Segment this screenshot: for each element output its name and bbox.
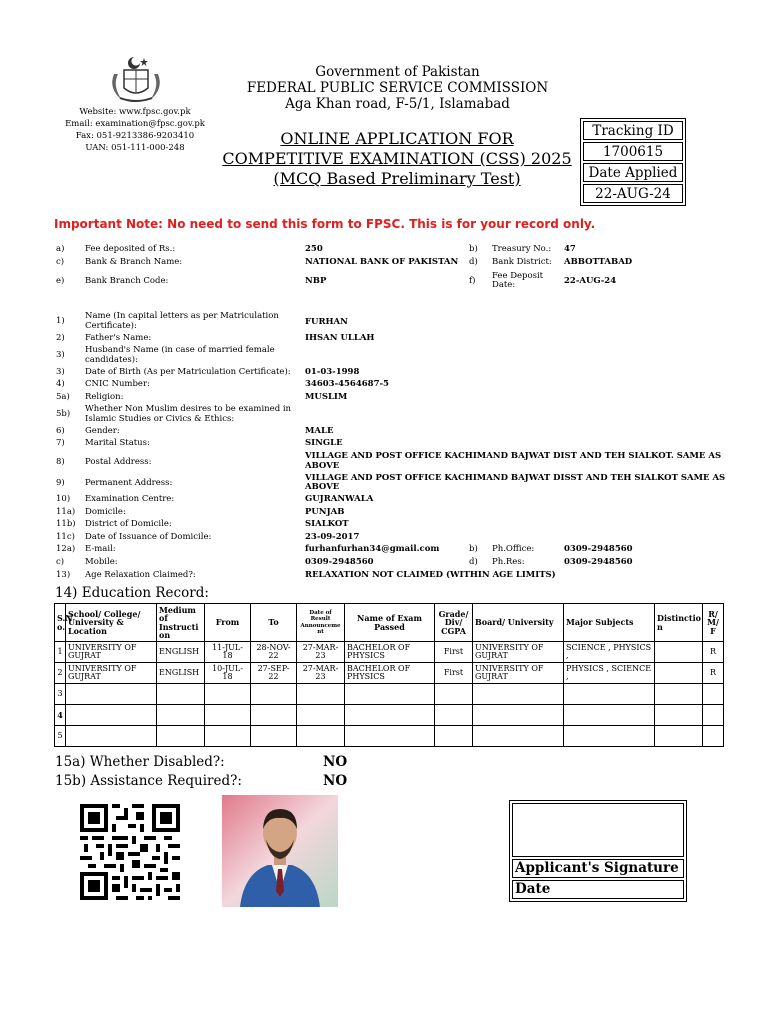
col-rmf: R/ M/ F	[703, 604, 724, 642]
p4-label: CNIC Number:	[85, 379, 150, 389]
fee-c-label: Bank & Branch Name:	[85, 257, 183, 267]
p2-no: 2)	[56, 333, 65, 343]
p10-value: GUJRANWALA	[305, 494, 374, 504]
cell-grade	[435, 705, 473, 726]
cell-subjects	[564, 726, 655, 747]
p7-label: Marital Status:	[85, 438, 150, 448]
fee-c-value: NATIONAL BANK OF PAKISTAN	[305, 257, 459, 267]
title-line-1: ONLINE APPLICATION FOR	[280, 129, 514, 148]
signature-box	[509, 800, 687, 902]
p13-value: RELAXATION NOT CLAIMED (WITHIN AGE LIMITS)	[305, 570, 556, 580]
cell-board: UNIVERSITY OF GUJRAT	[473, 663, 564, 684]
fee-a-value: 250	[305, 244, 323, 254]
p10-no: 10)	[56, 494, 71, 504]
table-row	[55, 705, 724, 726]
p3b-no: 3)	[56, 367, 65, 377]
fee-a-no: a)	[56, 244, 65, 254]
p11a-value: PUNJAB	[305, 507, 345, 517]
disabled-question: 15a) Whether Disabled?:	[55, 754, 225, 770]
cell-rmf	[703, 684, 724, 705]
cell-medium	[157, 684, 205, 705]
signature-area	[512, 803, 684, 857]
p8-value-a: VILLAGE AND POST OFFICE KACHIMAND BAJWAT DIST AND TEH SIALKOT. SAME AS	[305, 451, 722, 461]
cell-distinction	[655, 642, 703, 663]
fee-f-no: f)	[469, 276, 476, 286]
p1-label-a: Name (In capital letters as per Matriculation	[85, 311, 279, 321]
p1-value: FURHAN	[305, 317, 348, 327]
cell-to	[251, 726, 297, 747]
cell-subjects	[564, 705, 655, 726]
p3-label-b: candidates):	[85, 355, 138, 365]
table-row	[55, 726, 724, 747]
cell-from: 10-JUL-18	[205, 663, 251, 684]
p5b-label-1: Whether Non Muslim desires to be examined in	[85, 404, 292, 414]
cell-grade	[435, 726, 473, 747]
cell-subjects: SCIENCE , PHYSICS ,	[564, 642, 655, 663]
cell-medium	[157, 726, 205, 747]
signature-label: Applicant's Signature	[512, 859, 684, 878]
p6-label: Gender:	[85, 426, 120, 436]
qr-code-icon	[80, 804, 180, 900]
cell-distinction	[655, 684, 703, 705]
cell-result-date	[297, 726, 345, 747]
p12b-value: 0309-2948560	[564, 544, 633, 554]
p12c-no: c)	[56, 557, 65, 567]
col-school: School/ College/ University & Location	[66, 604, 157, 642]
fee-f-value: 22-AUG-24	[564, 276, 617, 286]
col-grade: Grade/ Div/ CGPA	[435, 604, 473, 642]
cell-from: 11-JUL-18	[205, 642, 251, 663]
education-title: 14) Education Record:	[55, 585, 209, 601]
fee-d-label: Bank District:	[492, 257, 552, 267]
fee-e-label: Bank Branch Code:	[85, 276, 169, 286]
fax-text: Fax: 051-9213386-9203410	[75, 131, 195, 141]
cell-sno: 3	[55, 684, 66, 705]
cell-sno: 1	[55, 642, 66, 663]
cell-medium	[157, 705, 205, 726]
p6-no: 6)	[56, 426, 65, 436]
p1-label-b: Certificate):	[85, 321, 137, 331]
gov-line-1: Government of Pakistan	[315, 64, 480, 80]
p11a-no: 11a)	[56, 507, 76, 517]
p12c-label: Mobile:	[85, 557, 118, 567]
col-exam: Name of Exam Passed	[345, 604, 435, 642]
education-table	[54, 603, 724, 747]
cell-exam	[345, 684, 435, 705]
cell-distinction	[655, 705, 703, 726]
p5a-label: Religion:	[85, 392, 124, 402]
col-subjects: Major Subjects	[564, 604, 655, 642]
col-medium: Medium of Instructi on	[157, 604, 205, 642]
applicant-photo	[222, 795, 338, 907]
cell-exam	[345, 705, 435, 726]
fee-c-no: c)	[56, 257, 65, 267]
cell-grade	[435, 684, 473, 705]
p11a-label: Domicile:	[85, 507, 126, 517]
cell-rmf: R	[703, 663, 724, 684]
p12d-label: Ph.Res:	[492, 557, 525, 567]
uan-text: UAN: 051-111-000-248	[85, 143, 185, 153]
fee-f-label-2: Date:	[492, 280, 516, 290]
cell-from	[205, 684, 251, 705]
cell-board: UNIVERSITY OF GUJRAT	[473, 642, 564, 663]
p3-no: 3)	[56, 350, 65, 360]
email-text: Email: examination@fpsc.gov.pk	[65, 119, 205, 129]
cell-rmf	[703, 726, 724, 747]
p12a-no: 12a)	[56, 544, 76, 554]
p2-value: IHSAN ULLAH	[305, 333, 375, 343]
p4-no: 4)	[56, 379, 65, 389]
cell-medium: ENGLISH	[157, 663, 205, 684]
col-sno: S.N o.	[55, 604, 66, 642]
p7-value: SINGLE	[305, 438, 343, 448]
fee-d-value: ABBOTTABAD	[564, 257, 633, 267]
cell-rmf	[703, 705, 724, 726]
cell-to	[251, 684, 297, 705]
cell-school	[66, 705, 157, 726]
website-text: Website: www.fpsc.gov.pk	[79, 107, 191, 117]
p3-label-a: Husband's Name (in case of married female	[85, 345, 275, 355]
government-emblem-icon	[104, 54, 168, 104]
col-distinction: Distinctio n	[655, 604, 703, 642]
cell-subjects: PHYSICS , SCIENCE ,	[564, 663, 655, 684]
form-title	[212, 129, 582, 189]
table-row	[55, 663, 724, 684]
cell-school	[66, 684, 157, 705]
p12d-no: d)	[469, 557, 478, 567]
education-header-row	[55, 604, 724, 642]
cell-distinction	[655, 726, 703, 747]
p9-value-a: VILLAGE AND POST OFFICE KACHIMAND BAJWAT DISST AND TEH SIALKOT SAME AS	[305, 473, 726, 483]
p9-no: 9)	[56, 478, 65, 488]
assistance-question: 15b) Assistance Required?:	[55, 773, 242, 789]
cell-from	[205, 705, 251, 726]
p8-no: 8)	[56, 457, 65, 467]
cell-result-date	[297, 684, 345, 705]
fee-e-no: e)	[56, 276, 65, 286]
p7-no: 7)	[56, 438, 65, 448]
cell-school: UNIVERSITY OF GUJRAT	[66, 663, 157, 684]
p10-label: Examination Centre:	[85, 494, 175, 504]
cell-school	[66, 726, 157, 747]
fee-d-no: d)	[469, 257, 478, 267]
signature-date-label: Date	[512, 880, 684, 899]
p3b-label: Date of Birth (As per Matriculation Certificate):	[85, 367, 291, 377]
cell-sno: 2	[55, 663, 66, 684]
p9-label: Permanent Address:	[85, 478, 173, 488]
cell-board	[473, 705, 564, 726]
assistance-answer: NO	[323, 773, 348, 789]
fee-b-no: b)	[469, 244, 478, 254]
cell-exam: BACHELOR OF PHYSICS	[345, 642, 435, 663]
cell-school: UNIVERSITY OF GUJRAT	[66, 642, 157, 663]
p8-label: Postal Address:	[85, 457, 152, 467]
cell-distinction	[655, 663, 703, 684]
gov-line-2: FEDERAL PUBLIC SERVICE COMMISSION	[246, 80, 549, 96]
p12b-label: Ph.Office:	[492, 544, 535, 554]
p5a-no: 5a)	[56, 392, 70, 402]
cell-board	[473, 726, 564, 747]
fee-b-label: Treasury No.:	[492, 244, 552, 254]
p3b-value: 01-03-1998	[305, 367, 360, 377]
p2-label: Father's Name:	[85, 333, 152, 343]
p12c-value: 0309-2948560	[305, 557, 374, 567]
p1-no: 1)	[56, 316, 65, 326]
tracking-box	[580, 118, 686, 206]
table-row	[55, 642, 724, 663]
cell-from	[205, 726, 251, 747]
p4-value: 34603-4564687-5	[305, 379, 389, 389]
fee-e-value: NBP	[305, 276, 327, 286]
disabled-answer: NO	[323, 754, 348, 770]
fee-f-label-1: Fee Deposit	[492, 271, 544, 281]
p11c-value: 23-09-2017	[305, 532, 360, 542]
p8-value-b: ABOVE	[305, 461, 340, 471]
col-board: Board/ University	[473, 604, 564, 642]
table-row	[55, 684, 724, 705]
fee-a-label: Fee deposited of Rs.:	[85, 244, 176, 254]
p11b-no: 11b)	[56, 519, 76, 529]
p11c-label: Date of Issuance of Domicile:	[85, 532, 212, 542]
p5a-value: MUSLIM	[305, 392, 348, 402]
p5b-no: 5b)	[56, 409, 71, 419]
fee-b-value: 47	[564, 244, 576, 254]
cell-result-date: 27-MAR-23	[297, 642, 345, 663]
p12a-value: furhanfurhan34@gmail.com	[305, 544, 440, 554]
p5b-label-2: Islamic Studies or Civics & Ethics:	[85, 414, 235, 424]
important-note: Important Note: No need to send this form to FPSC. This is for your record only.	[54, 217, 596, 231]
p12a-label: E-mail:	[85, 544, 116, 554]
cell-rmf: R	[703, 642, 724, 663]
p11b-value: SIALKOT	[305, 519, 349, 529]
cell-grade: First	[435, 663, 473, 684]
cell-result-date: 27-MAR-23	[297, 663, 345, 684]
government-header	[230, 64, 565, 112]
p12b-no: b)	[469, 544, 478, 554]
p6-value: MALE	[305, 426, 334, 436]
cell-to: 28-NOV-22	[251, 642, 297, 663]
cell-sno: 5	[55, 726, 66, 747]
cell-grade: First	[435, 642, 473, 663]
col-from: From	[205, 604, 251, 642]
p13-no: 13)	[56, 570, 71, 580]
gov-line-3: Aga Khan road, F-5/1, Islamabad	[285, 96, 510, 112]
cell-to: 27-SEP-22	[251, 663, 297, 684]
cell-subjects	[564, 684, 655, 705]
p11b-label: District of Domicile:	[85, 519, 172, 529]
cell-medium: ENGLISH	[157, 642, 205, 663]
title-line-3: (MCQ Based Preliminary Test)	[273, 169, 521, 188]
cell-exam: BACHELOR OF PHYSICS	[345, 663, 435, 684]
cell-to	[251, 705, 297, 726]
title-line-2: COMPETITIVE EXAMINATION (CSS) 2025	[222, 149, 572, 168]
date-applied-value: 22-AUG-24	[583, 184, 683, 203]
col-to: To	[251, 604, 297, 642]
tracking-id-label: Tracking ID	[583, 121, 683, 140]
col-result-date: Date of Result Announceme nt	[297, 604, 345, 642]
cell-board	[473, 684, 564, 705]
cell-sno: 4	[55, 705, 66, 726]
p11c-no: 11c)	[56, 532, 75, 542]
p9-value-b: ABOVE	[305, 482, 340, 492]
date-applied-label: Date Applied	[583, 163, 683, 182]
p13-label: Age Relaxation Claimed?:	[85, 570, 196, 580]
contact-info	[30, 106, 240, 154]
cell-result-date	[297, 705, 345, 726]
tracking-id-value: 1700615	[583, 142, 683, 161]
cell-exam	[345, 726, 435, 747]
p12d-value: 0309-2948560	[564, 557, 633, 567]
